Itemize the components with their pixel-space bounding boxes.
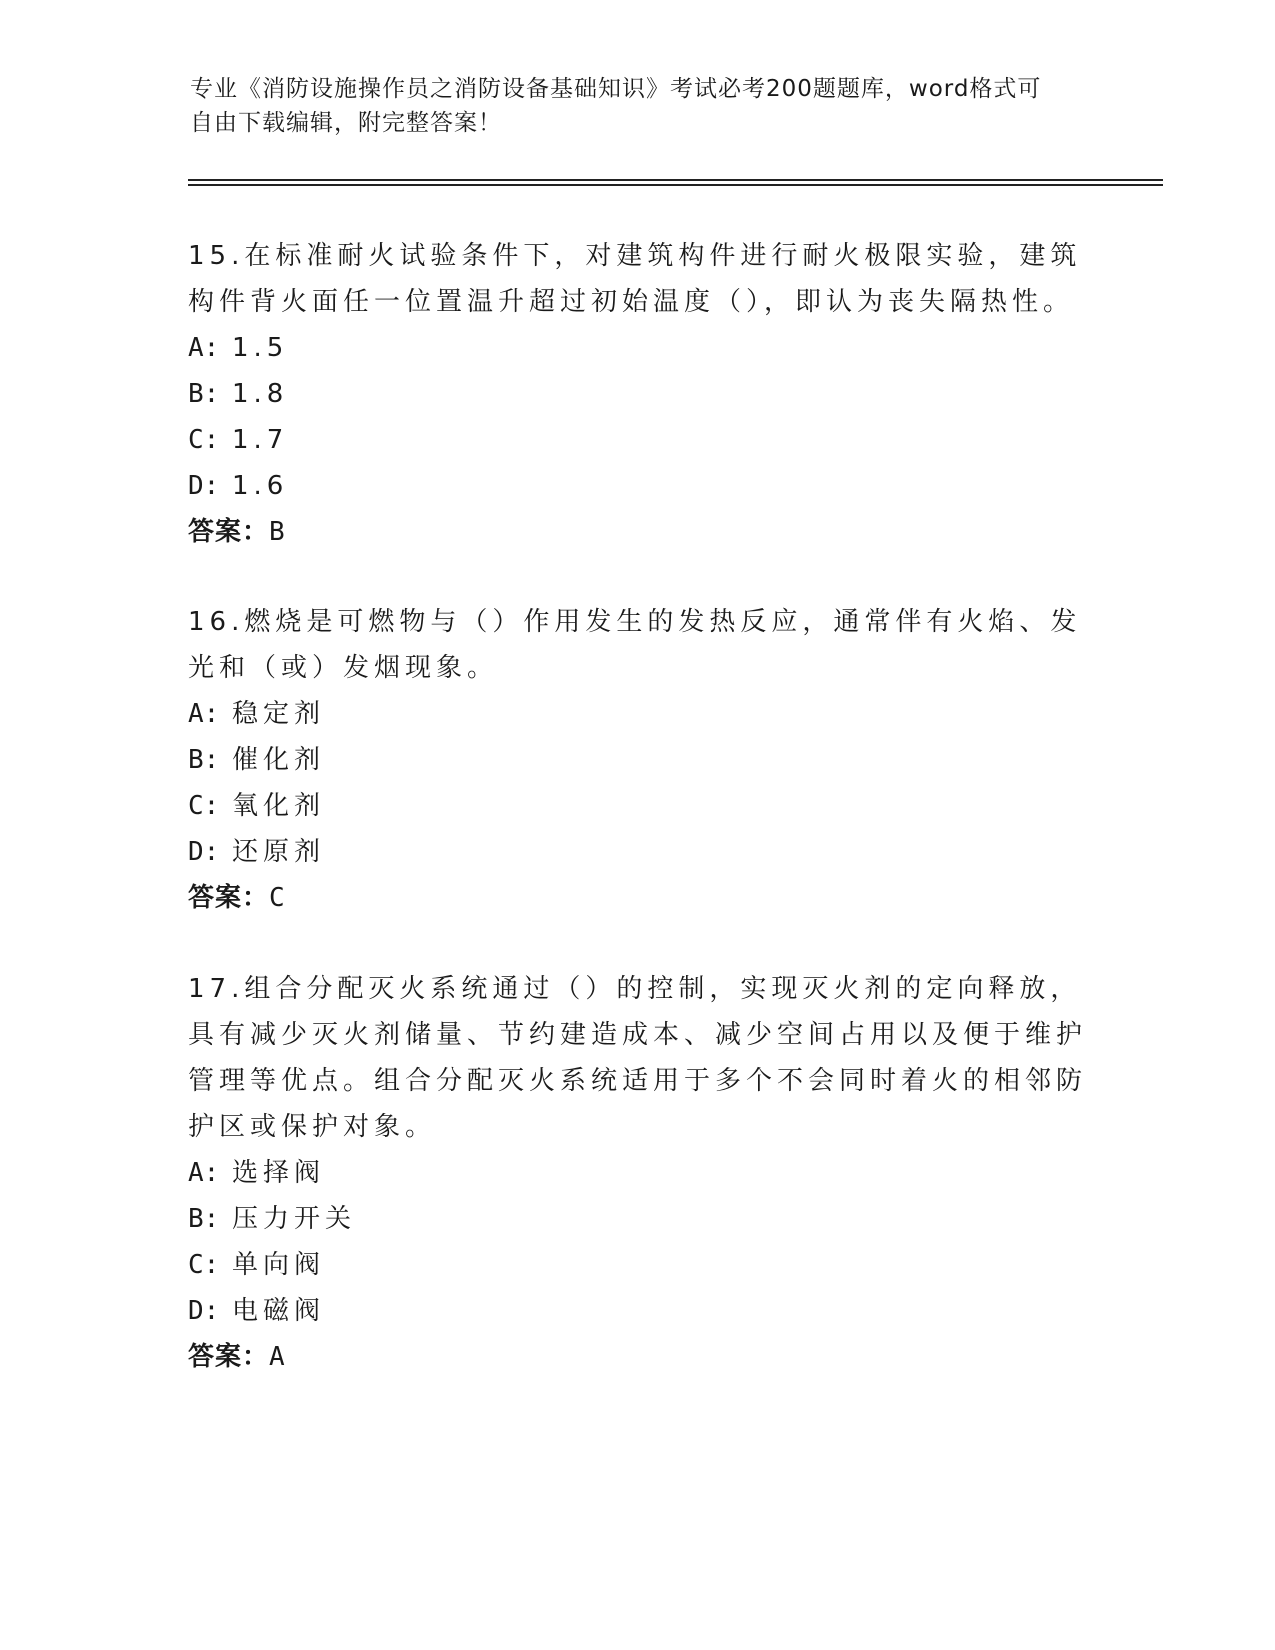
option-b — [188, 1196, 1088, 1242]
option-text: 催化剂 — [232, 745, 326, 775]
option-a — [188, 325, 1088, 371]
answer-line — [188, 875, 1088, 921]
question-stem: 17.组合分配灭火系统通过（）的控制，实现灭火剂的定向释放，具有减少灭火剂储量、节约建造成本、减少空间占用以及便于维护管理等优点。组合分配灭火系统适用于多个不会同时着火的相邻防护区或保护对象。 — [188, 974, 1088, 1142]
option-letter: C: — [188, 1250, 220, 1280]
option-text: 稳定剂 — [232, 699, 326, 729]
option-letter: D: — [188, 837, 220, 867]
answer-label: 答案： — [188, 517, 270, 547]
option-c — [188, 1242, 1088, 1288]
option-letter: C: — [188, 791, 220, 821]
option-list — [188, 691, 1088, 875]
answer-line — [188, 1334, 1088, 1380]
option-letter: B: — [188, 1204, 220, 1234]
option-letter: A: — [188, 333, 220, 363]
option-letter: C: — [188, 425, 220, 455]
option-letter: D: — [188, 1296, 220, 1326]
answer-label: 答案： — [188, 1342, 270, 1372]
option-text: 还原剂 — [232, 837, 326, 867]
header-divider-top — [188, 179, 1163, 181]
question-stem: 16.燃烧是可燃物与（）作用发生的发热反应，通常伴有火焰、发光和（或）发烟现象。 — [188, 607, 1082, 683]
option-text: 1.6 — [232, 471, 289, 501]
option-d — [188, 829, 1088, 875]
option-c — [188, 417, 1088, 463]
option-text: 电磁阀 — [232, 1296, 326, 1326]
option-d — [188, 463, 1088, 509]
option-a — [188, 1150, 1088, 1196]
option-a — [188, 691, 1088, 737]
option-b — [188, 371, 1088, 417]
answer-value: B — [269, 517, 286, 547]
option-text: 选择阀 — [232, 1158, 326, 1188]
header-line-2: 自由下载编辑，附完整答案！ — [190, 110, 502, 136]
question-17 — [188, 966, 1088, 1380]
answer-value: A — [269, 1342, 286, 1372]
option-letter: B: — [188, 745, 220, 775]
header-line-1: 专业《消防设施操作员之消防设备基础知识》考试必考200题题库，word格式可 — [190, 76, 1042, 102]
option-text: 单向阀 — [232, 1250, 326, 1280]
answer-label: 答案： — [188, 883, 270, 913]
option-text: 1.8 — [232, 379, 289, 409]
option-letter: B: — [188, 379, 220, 409]
option-text: 1.7 — [232, 425, 289, 455]
header-divider-bottom — [188, 184, 1163, 186]
option-list — [188, 325, 1088, 509]
option-letter: A: — [188, 1158, 220, 1188]
question-stem: 15.在标准耐火试验条件下，对建筑构件进行耐火极限实验，建筑构件背火面任一位置温升超过初始温度（），即认为丧失隔热性。 — [188, 241, 1082, 317]
option-list — [188, 1150, 1088, 1334]
option-text: 1.5 — [232, 333, 289, 363]
document-header — [190, 72, 1090, 140]
question-16 — [188, 599, 1088, 921]
answer-value: C — [269, 883, 286, 913]
option-letter: D: — [188, 471, 220, 501]
option-text: 氧化剂 — [232, 791, 326, 821]
option-text: 压力开关 — [232, 1204, 357, 1234]
option-letter: A: — [188, 699, 220, 729]
option-b — [188, 737, 1088, 783]
option-c — [188, 783, 1088, 829]
option-d — [188, 1288, 1088, 1334]
question-15 — [188, 233, 1088, 555]
answer-line — [188, 509, 1088, 555]
